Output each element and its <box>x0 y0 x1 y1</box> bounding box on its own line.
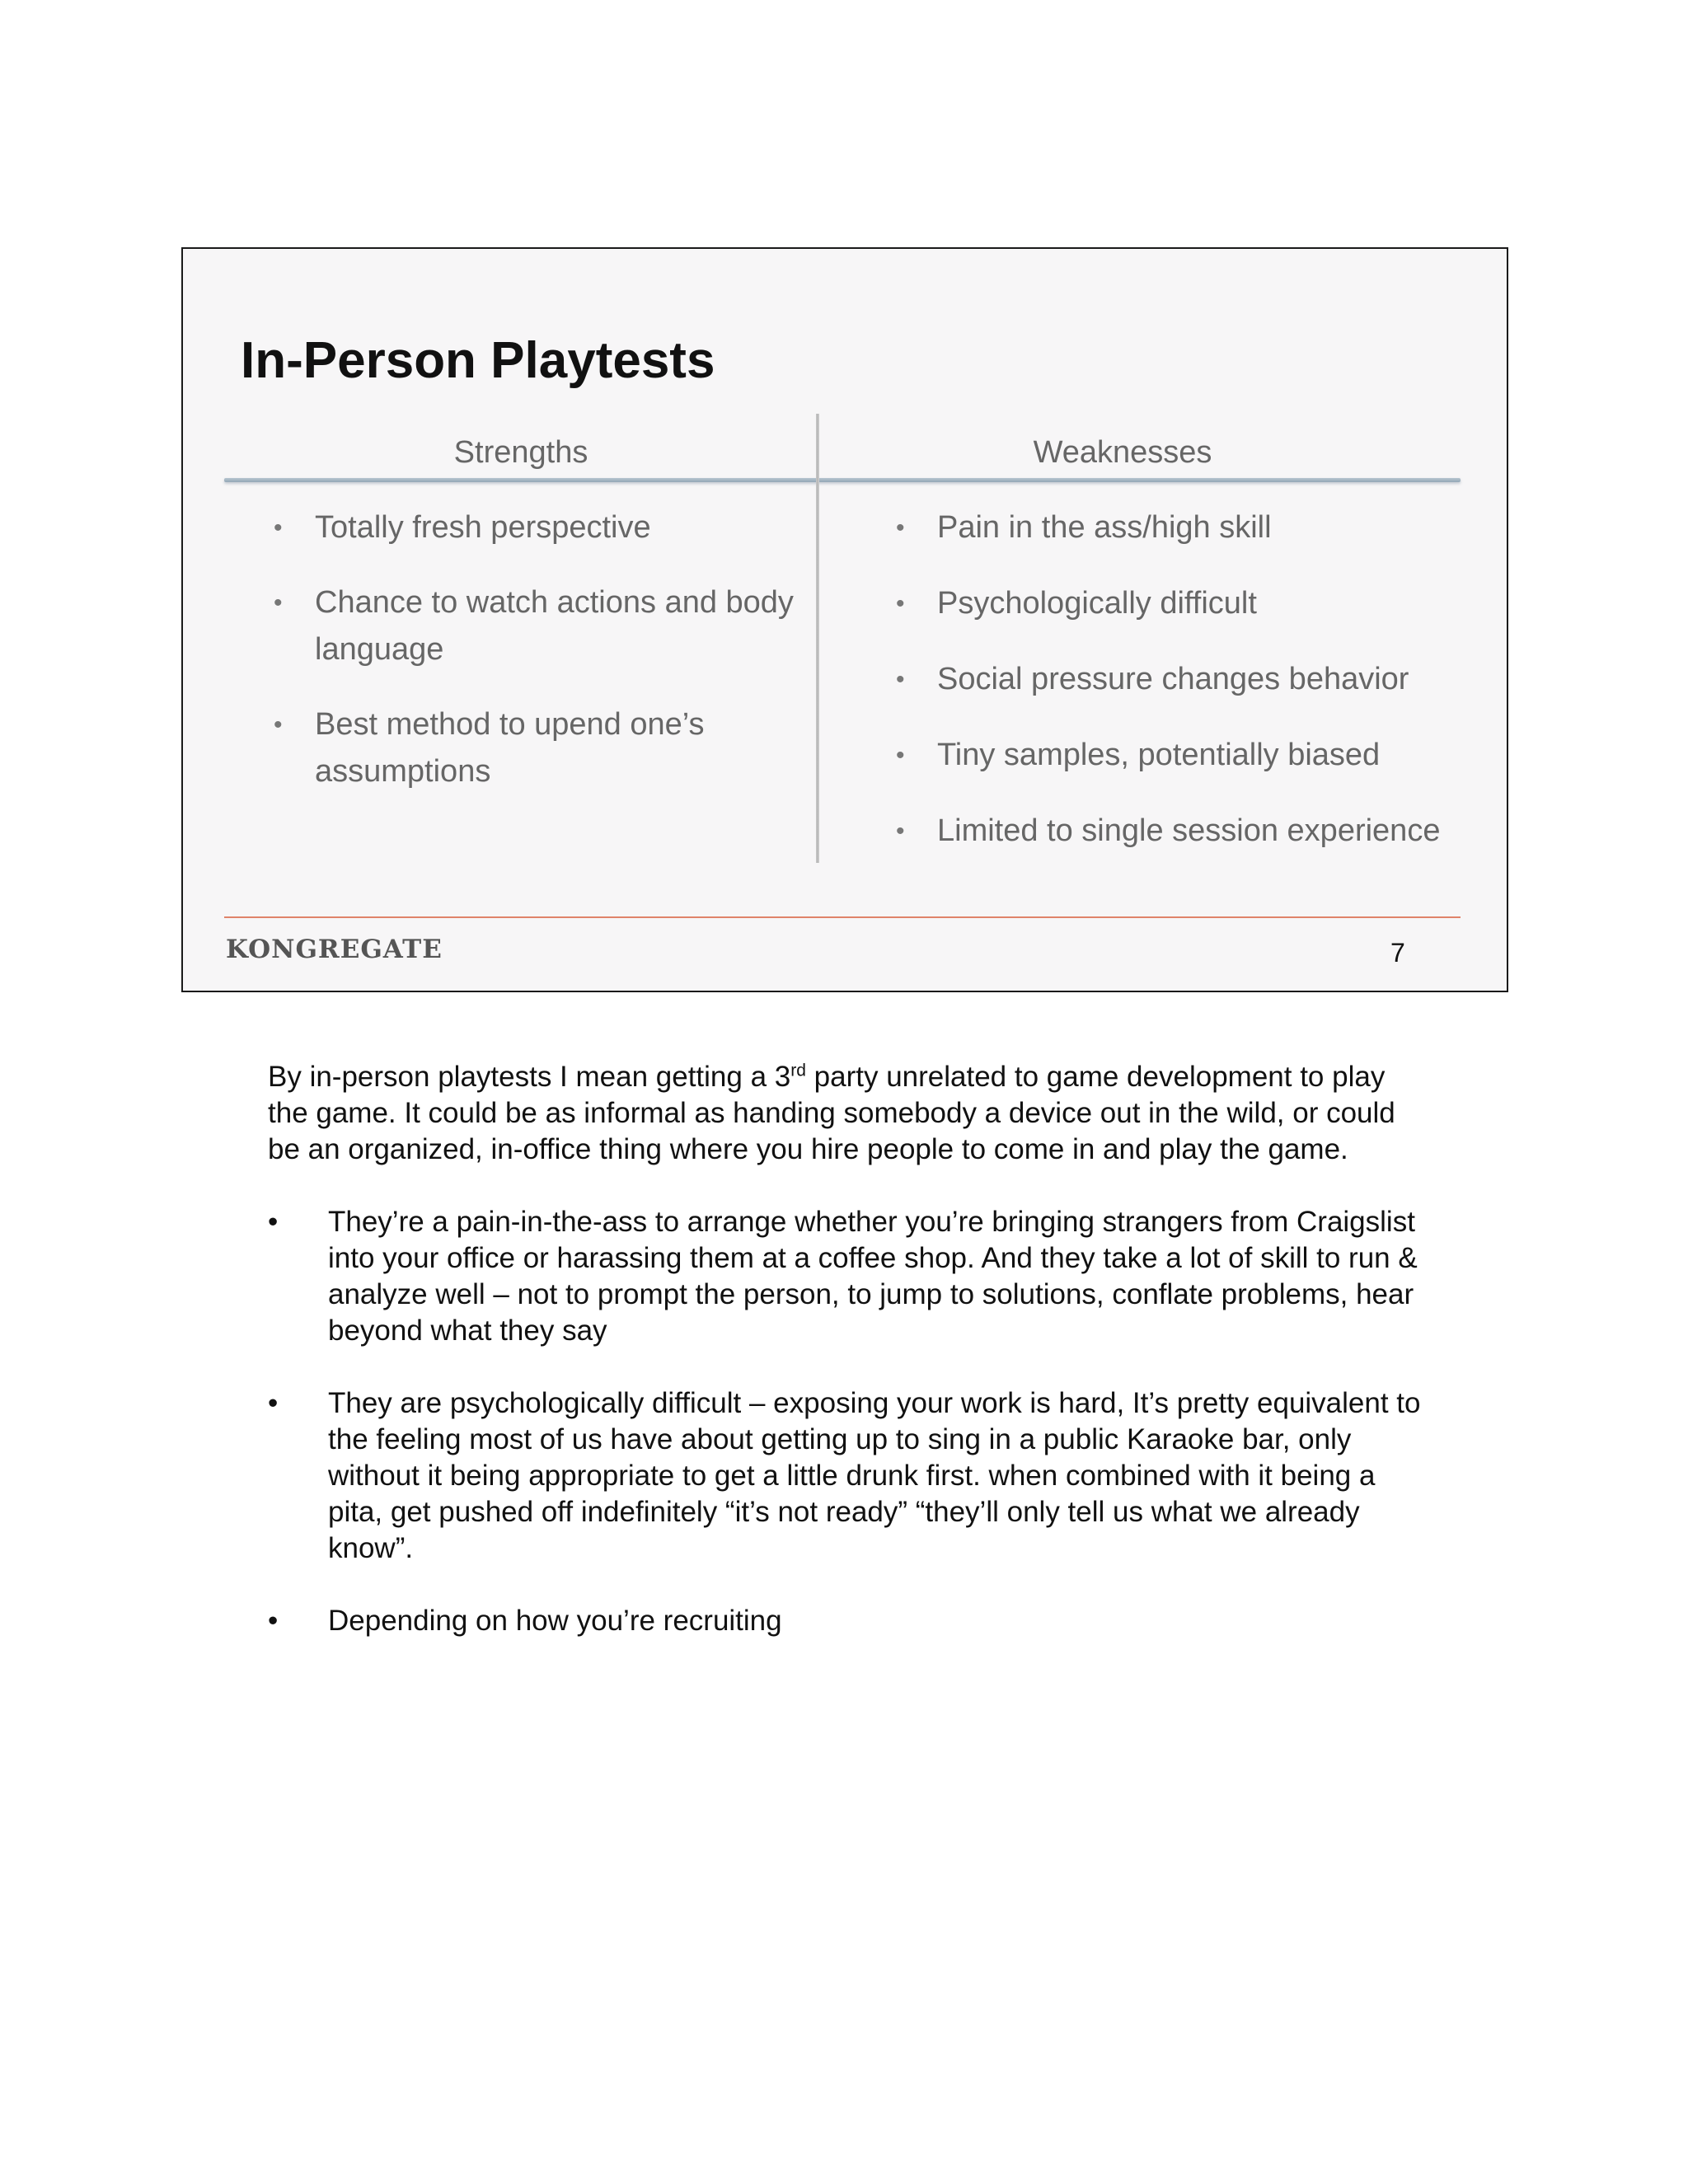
bullet-icon: • <box>896 818 905 845</box>
note-text: They are psychologically difficult – exposing your work is hard, It’s pretty equivalent to the feeling most of us have about getting up to sing in a public Karaoke bar, only without it being appropriate to get a little drunk first. when combined with it being a pita, get pushed off indefinitely “it’s not ready” “they’ll only tell us what we already know”. <box>328 1387 1421 1564</box>
notes-intro-text: By in-person playtests I mean getting a 3 <box>268 1061 791 1093</box>
list-item <box>268 1204 1422 1349</box>
weakness-text: Tiny samples, potentially biased <box>937 738 1381 772</box>
list-item <box>268 1385 1422 1567</box>
speaker-notes <box>268 1059 1422 1675</box>
bullet-icon: • <box>896 742 905 769</box>
header-divider <box>224 478 1461 482</box>
weaknesses-list <box>896 504 1473 883</box>
strengths-header: Strengths <box>453 435 588 470</box>
page-number: 7 <box>1390 938 1405 968</box>
ordinal-superscript: rd <box>790 1061 806 1080</box>
list-item <box>274 701 801 795</box>
bullet-icon: • <box>896 666 905 693</box>
bullet-icon: • <box>268 1605 279 1637</box>
bullet-icon: • <box>274 589 283 616</box>
weakness-text: Social pressure changes behavior <box>937 662 1409 696</box>
weakness-text: Psychologically difficult <box>937 586 1257 621</box>
bullet-icon: • <box>274 711 283 738</box>
brand-logo: KONGREGATE <box>226 935 443 964</box>
note-text: Depending on how you’re recruiting <box>328 1605 782 1637</box>
notes-intro <box>268 1059 1422 1168</box>
list-item <box>896 504 1473 551</box>
list-item <box>896 656 1473 703</box>
slide <box>181 247 1508 992</box>
notes-intro-text: party unrelated to game development to play the game. It could be as informal as handing somebody a device out in the wild, or could be an organized, in-office thing where you hire people to come in and play the game. <box>268 1061 1395 1165</box>
strength-text: Totally fresh perspective <box>315 510 651 545</box>
list-item <box>896 808 1473 855</box>
bullet-icon: • <box>268 1206 279 1238</box>
weakness-text: Pain in the ass/high skill <box>937 510 1272 545</box>
bullet-icon: • <box>896 590 905 617</box>
note-text: They’re a pain-in-the-ass to arrange whether you’re bringing strangers from Craigslist into your office or harassing them at a coffee shop. And they take a lot of skill to run & analyze well – not to prompt the person, to jump to solutions, conflate problems, hear beyond what they say <box>328 1206 1418 1347</box>
list-item <box>896 732 1473 779</box>
strength-text: Best method to upend one’s assumptions <box>315 707 705 789</box>
footer-divider <box>224 916 1461 918</box>
column-divider <box>816 414 819 863</box>
list-item <box>274 504 801 551</box>
slide-title: In-Person Playtests <box>241 332 715 389</box>
bullet-icon: • <box>896 514 905 541</box>
list-item <box>896 580 1473 627</box>
list-item <box>274 579 801 673</box>
bullet-icon: • <box>274 514 283 541</box>
notes-list <box>268 1204 1422 1639</box>
bullet-icon: • <box>268 1387 279 1419</box>
weaknesses-header: Weaknesses <box>1033 435 1212 470</box>
strengths-list <box>274 504 801 823</box>
strength-text: Chance to watch actions and body language <box>315 585 794 667</box>
weakness-text: Limited to single session experience <box>937 813 1441 848</box>
list-item <box>268 1603 1422 1639</box>
